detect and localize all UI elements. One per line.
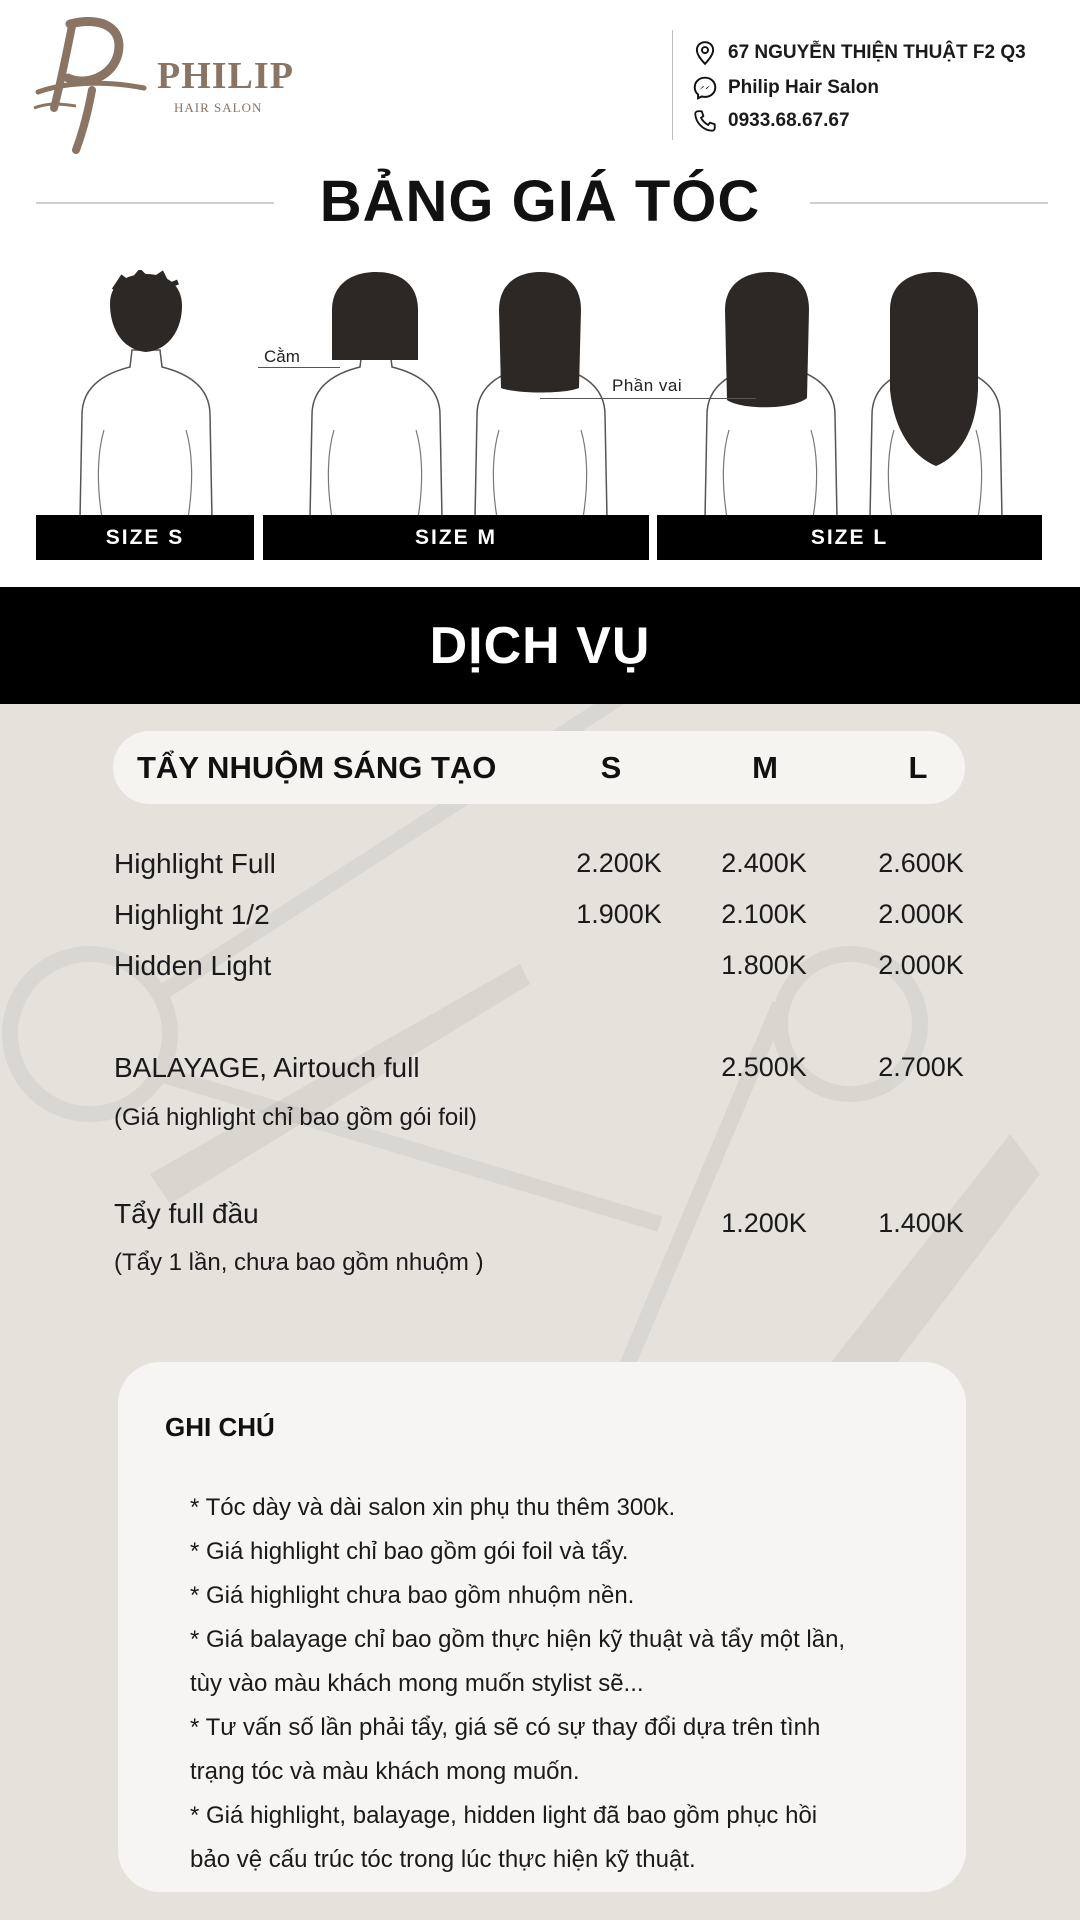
service-note: (Tẩy 1 lần, chưa bao gồm nhuộm ) <box>114 1249 484 1276</box>
salon-logo[interactable] <box>32 16 292 156</box>
messenger-text: Philip Hair Salon <box>728 77 879 98</box>
pt-monogram-logo <box>32 16 152 156</box>
category-header <box>113 731 965 804</box>
service-name: Hidden Light <box>114 950 272 981</box>
price-section <box>0 704 1080 1920</box>
price-l: 2.600K <box>878 848 964 878</box>
size-s-bar: SIZE S <box>36 515 254 560</box>
contact-address[interactable] <box>692 36 1026 70</box>
notes-list <box>190 1486 930 1882</box>
price-m: 2.400K <box>721 848 807 878</box>
hair-length-diagram <box>0 270 1080 520</box>
figure-size-m-chin <box>300 270 450 520</box>
chin-pointer <box>258 367 340 368</box>
notes-card <box>118 1362 966 1892</box>
note-line: trạng tóc và màu khách mong muốn. <box>190 1758 580 1785</box>
notes-title: GHI CHÚ <box>165 1412 275 1442</box>
header-divider <box>672 30 673 140</box>
note-line: * Giá highlight, balayage, hidden light đã bao gồm phục hồi <box>190 1802 818 1829</box>
price-m: 1.800K <box>721 950 807 980</box>
price-l: 2.000K <box>878 899 964 929</box>
price-s: 2.200K <box>576 848 662 878</box>
figure-size-l-long <box>860 270 1010 520</box>
chin-label: Cằm <box>264 347 300 366</box>
note-line: * Giá balayage chỉ bao gồm thực hiện kỹ thuật và tẩy một lần, <box>190 1626 846 1653</box>
service-section-title: DỊCH VỤ <box>0 587 1080 704</box>
address-text: 67 NGUYỄN THIỆN THUẬT F2 Q3 <box>728 42 1026 63</box>
service-note: (Giá highlight chỉ bao gồm gói foil) <box>114 1104 477 1131</box>
header <box>0 0 1080 170</box>
logo-tagline: HAIR SALON <box>174 100 263 115</box>
price-s: 1.900K <box>576 899 662 929</box>
service-name: Highlight 1/2 <box>114 899 270 930</box>
page-title: BẢNG GIÁ TÓC <box>319 169 761 234</box>
service-name: Tẩy full đầu <box>114 1198 259 1229</box>
price-m: 2.100K <box>721 899 807 929</box>
figure-size-s <box>70 270 220 520</box>
shoulder-pointer <box>540 398 756 399</box>
messenger-icon <box>692 75 718 101</box>
column-m: M <box>752 750 778 785</box>
service-name: Highlight Full <box>114 848 276 879</box>
column-s: S <box>600 750 622 785</box>
size-m-bar: SIZE M <box>263 515 649 560</box>
note-line: * Tư vấn số lần phải tẩy, giá sẽ có sự thay đổi dựa trên tình <box>190 1714 821 1741</box>
price-m: 2.500K <box>721 1052 807 1082</box>
price-m: 1.200K <box>721 1208 807 1238</box>
figure-size-l-medium <box>695 270 845 520</box>
category-title: TẨY NHUỘM SÁNG TẠO <box>137 750 497 785</box>
shoulder-label: Phần vai <box>612 376 683 395</box>
price-l: 2.000K <box>878 950 964 980</box>
phone-icon <box>692 108 718 134</box>
note-line: tùy vào màu khách mong muốn stylist sẽ... <box>190 1670 644 1697</box>
note-line: * Giá highlight chưa bao gồm nhuộm nền. <box>190 1582 635 1609</box>
note-line: bảo vệ cấu trúc tóc trong lúc thực hiện kỹ thuật. <box>190 1846 696 1873</box>
note-line: * Tóc dày và dài salon xin phụ thu thêm 300k. <box>190 1494 676 1521</box>
logo-name: PHILIP <box>157 55 294 97</box>
service-name: BALAYAGE, Airtouch full <box>114 1052 420 1083</box>
price-l: 1.400K <box>878 1208 964 1238</box>
contact-phone[interactable] <box>692 104 850 138</box>
map-pin-icon <box>692 40 718 66</box>
column-l: L <box>908 750 928 785</box>
price-l: 2.700K <box>878 1052 964 1082</box>
figure-size-m-shoulder <box>465 270 615 520</box>
note-line: * Giá highlight chỉ bao gồm gói foil và tẩy. <box>190 1538 629 1565</box>
size-l-bar: SIZE L <box>657 515 1042 560</box>
contact-messenger[interactable] <box>692 71 879 105</box>
phone-text: 0933.68.67.67 <box>728 110 850 131</box>
